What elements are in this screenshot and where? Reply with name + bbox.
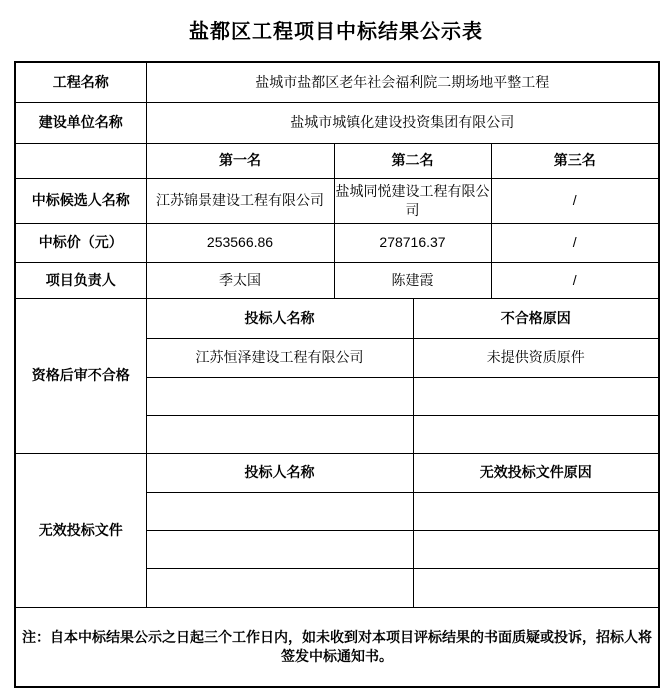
project-name-value: 盐城市盐都区老年社会福利院二期场地平整工程 <box>146 62 659 102</box>
bid-price-3-value: / <box>491 223 659 262</box>
qualification-fail-label: 资格后审不合格 <box>15 298 146 453</box>
table-row <box>15 62 659 102</box>
invalid-bid-bidder-value <box>146 492 413 530</box>
table-row <box>15 223 659 262</box>
invalid-bid-bidder-value <box>146 568 413 607</box>
project-manager-3-value: / <box>491 262 659 298</box>
owner-label: 建设单位名称 <box>15 102 146 143</box>
candidate-1-value: 江苏锦景建设工程有限公司 <box>146 178 334 223</box>
invalid-bid-label: 无效投标文件 <box>15 453 146 607</box>
table-row <box>15 453 659 492</box>
table-row <box>15 102 659 143</box>
candidate-2-value: 盐城同悦建设工程有限公司 <box>334 178 491 223</box>
rank-1-header: 第一名 <box>146 143 334 178</box>
qualification-fail-bidder-value <box>146 377 413 415</box>
project-manager-2-value: 陈建霞 <box>334 262 491 298</box>
bid-price-label: 中标价（元） <box>15 223 146 262</box>
project-manager-label: 项目负责人 <box>15 262 146 298</box>
invalid-bid-reason-value <box>413 568 659 607</box>
invalid-bid-reason-value <box>413 530 659 568</box>
qualification-fail-reason-value <box>413 377 659 415</box>
qualification-fail-bidder-header: 投标人名称 <box>146 298 413 338</box>
qualification-fail-reason-header: 不合格原因 <box>413 298 659 338</box>
table-row <box>15 298 659 338</box>
owner-value: 盐城市城镇化建设投资集团有限公司 <box>146 102 659 143</box>
bid-price-2-value: 278716.37 <box>334 223 491 262</box>
qualification-fail-reason-value: 未提供资质原件 <box>413 338 659 377</box>
page-title: 盐都区工程项目中标结果公示表 <box>189 21 483 43</box>
project-manager-1-value: 季太国 <box>146 262 334 298</box>
candidate-3-value: / <box>491 178 659 223</box>
footnote: 注：自本中标结果公示之日起三个工作日内，如未收到对本项目评标结果的书面质疑或投诉，招标人将签发中标通知书。 <box>15 607 659 687</box>
qualification-fail-bidder-value: 江苏恒泽建设工程有限公司 <box>146 338 413 377</box>
table-row <box>15 178 659 223</box>
invalid-bid-reason-value <box>413 492 659 530</box>
invalid-bid-reason-header: 无效投标文件原因 <box>413 453 659 492</box>
invalid-bid-bidder-header: 投标人名称 <box>146 453 413 492</box>
empty-cell <box>15 143 146 178</box>
project-name-label: 工程名称 <box>15 62 146 102</box>
rank-3-header: 第三名 <box>491 143 659 178</box>
candidates-label: 中标候选人名称 <box>15 178 146 223</box>
bid-result-table <box>14 61 660 688</box>
invalid-bid-bidder-value <box>146 530 413 568</box>
table-row <box>15 262 659 298</box>
table-row <box>15 607 659 687</box>
rank-2-header: 第二名 <box>334 143 491 178</box>
table-row <box>15 143 659 178</box>
bid-price-1-value: 253566.86 <box>146 223 334 262</box>
qualification-fail-reason-value <box>413 415 659 453</box>
qualification-fail-bidder-value <box>146 415 413 453</box>
